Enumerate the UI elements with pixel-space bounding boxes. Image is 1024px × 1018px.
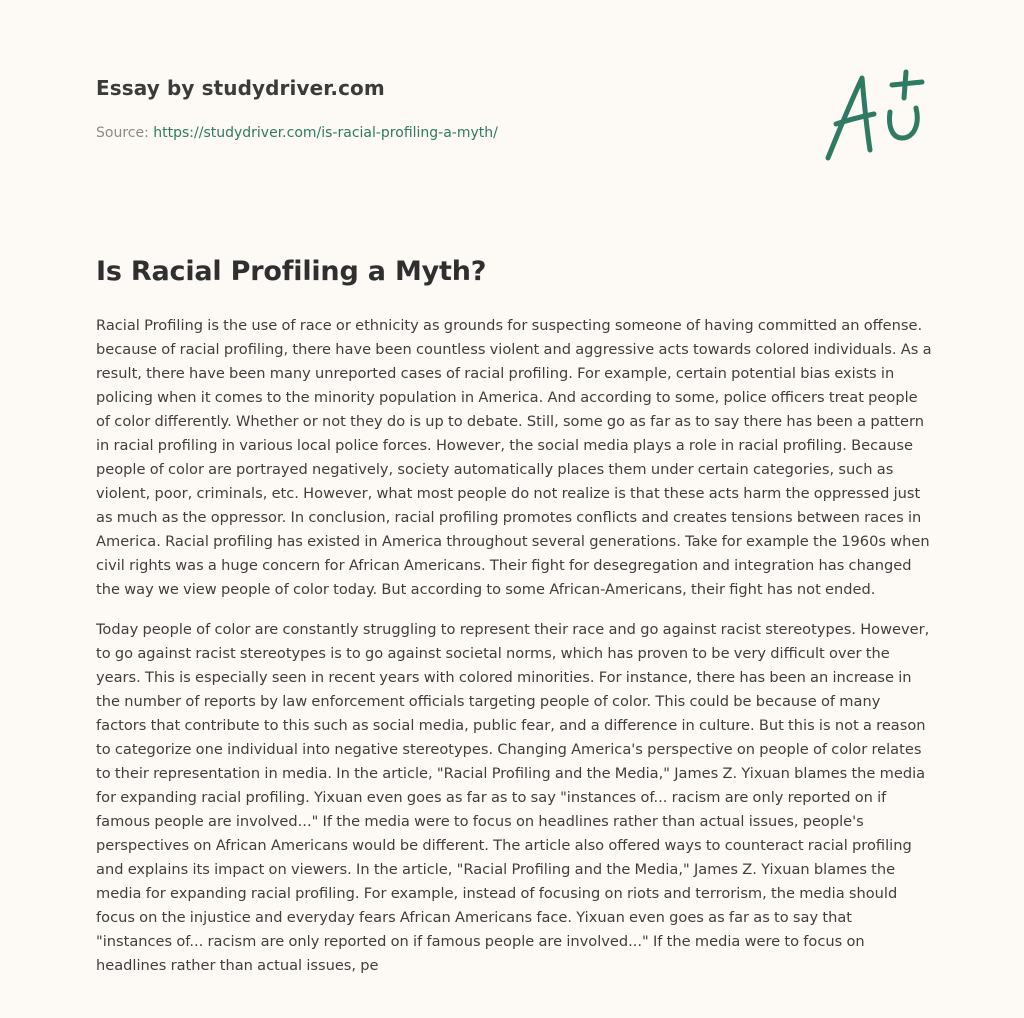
source-link[interactable]: https://studydriver.com/is-racial-profiling-a-myth/ xyxy=(153,125,498,141)
essay-paragraph: Today people of color are constantly struggling to represent their race and go against racist stereotypes. However, to go against racist stereotypes is to go against societal norms, which has proven to be very difficult over the years. This is especially seen in recent years with colored minorities. For instance, there has been an increase in the number of reports by law enforcement officials targeting people of color. This could be because of many factors that contribute to this such as social media, public fear, and a difference in culture. But this is not a reason to categorize one individual into negative stereotypes. Changing America's perspective on people of color relates to their representation in media. In the article, "Racial Profiling and the Media," James Z. Yixuan blames the media for expanding racial profiling. Yixuan even goes as far as to say "instances of... racism are only reported on if famous people are involved..." If the media were to focus on headlines rather than actual issues, people's perspectives on African Americans would be different. The article also offered ways to counteract racial profiling and explains its impact on viewers. In the article, "Racial Profiling and the Media," James Z. Yixuan blames the media for expanding racial profiling. For example, instead of focusing on riots and terrorism, the media should focus on the injustice and everyday fears African Americans face. Yixuan even goes as far as to say that "instances of... racism are only reported on if famous people are involved..." If the media were to focus on headlines rather than actual issues, pe xyxy=(96,621,930,974)
a-plus-logo-icon xyxy=(818,66,930,166)
essay-title: Is Racial Profiling a Myth? xyxy=(96,256,487,287)
source-line xyxy=(96,125,498,141)
source-label: Source: xyxy=(96,125,154,141)
site-brand: Essay by studydriver.com xyxy=(96,76,385,100)
essay-body xyxy=(96,314,932,994)
essay-paragraph: Racial Profiling is the use of race or ethnicity as grounds for suspecting someone of having committed an offense. because of racial profiling, there have been countless violent and aggressive acts towards colored individuals. As a result, there have been many unreported cases of racial profiling. For example, certain potential bias exists in policing when it comes to the minority population in America. And according to some, police officers treat people of color differently. Whether or not they do is up to debate. Still, some go as far as to say there has been a pattern in racial profiling in various local police forces. However, the social media plays a role in racial profiling. Because people of color are portrayed negatively, society automatically places them under certain categories, such as violent, poor, criminals, etc. However, what most people do not realize is that these acts harm the oppressed just as much as the oppressor. In conclusion, racial profiling promotes conflicts and creates tensions between races in America. Racial profiling has existed in America throughout several generations. Take for example the 1960s when civil rights was a huge concern for African Americans. Their fight for desegregation and integration has changed the way we view people of color today. But according to some African-Americans, their fight has not ended. xyxy=(96,317,932,598)
